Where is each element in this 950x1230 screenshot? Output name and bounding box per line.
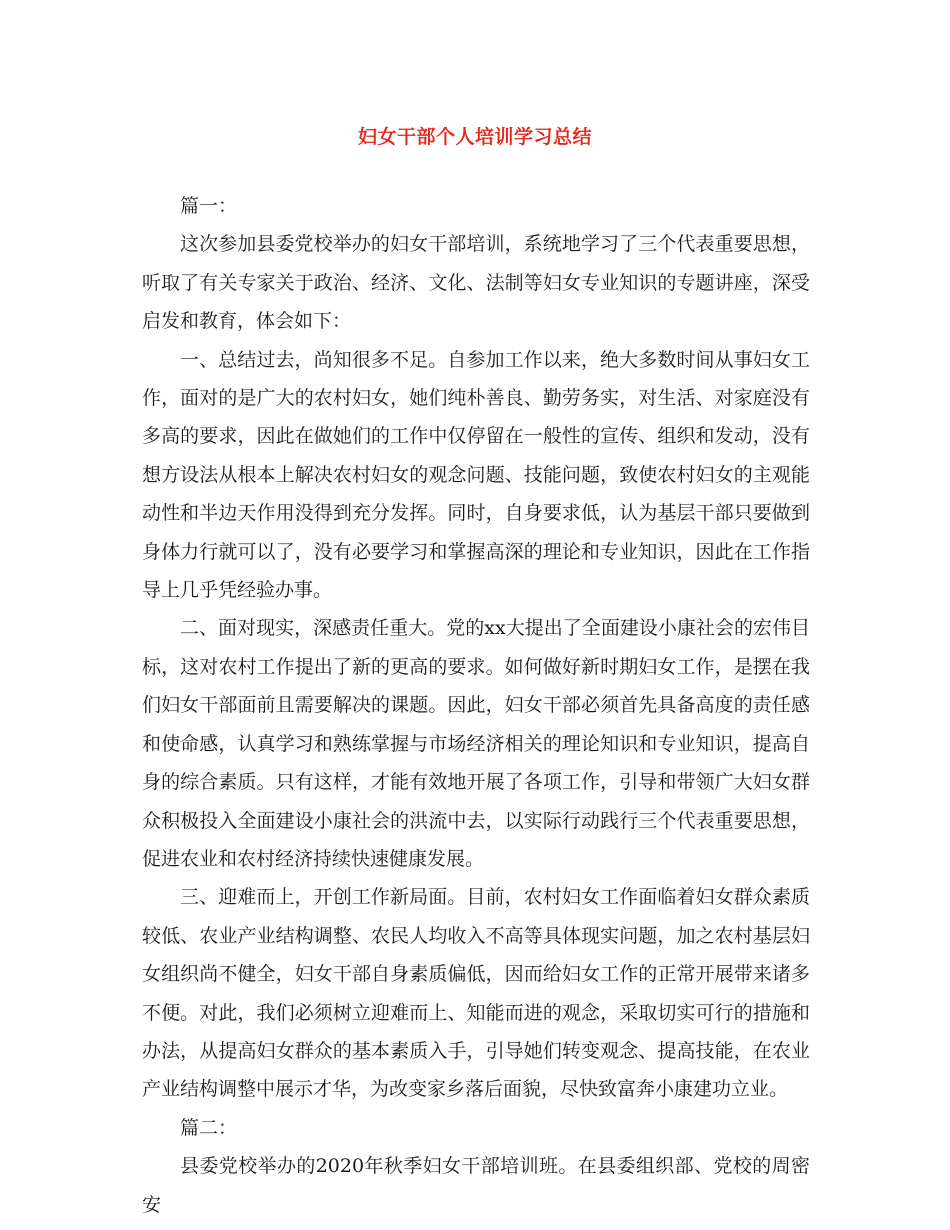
paragraph-point-three: 三、迎难而上，开创工作新局面。目前，农村妇女工作面临着妇女群众素质较低、农业产业结构调整、农民人均收入不高等具体现实问题，加之农村基层妇女组织尚不健全，妇女干部自身素质偏低，因而给妇女工作的正常开展带来诸多不便。对此，我们必须树立迎难而上、知能而进的观念，采取切实可行的措施和办法，从提高妇女群众的基本素质入手，引导她们转变观念、提高技能，在农业产业结构调整中展示才华，为改变家乡落后面貌，尽快致富奔小康建功立业。 <box>142 886 810 1101</box>
section-heading-part-one: 篇一： <box>180 195 238 217</box>
document-body <box>142 187 810 1224</box>
document-title: 妇女干部个人培训学习总结 <box>357 126 592 148</box>
section-heading-part-two: 篇二： <box>180 1116 238 1139</box>
paragraph-point-two: 二、面对现实，深感责任重大。党的xx大提出了全面建设小康社会的宏伟目标，这对农村工作提出了新的更高的要求。如何做好新时期妇女工作，是摆在我们妇女干部面前且需要解决的课题。因此，妇女干部必须首先具备高度的责任感和使命感，认真学习和熟练掌握与市场经济相关的理论知识和专业知识，提高自身的综合素质。只有这样，才能有效地开展了各项工作，引导和带领广大妇女群众积极投入全面建设小康社会的洪流中去，以实际行动践行三个代表重要思想，促进农业和农村经济持续快速健康发展。 <box>142 617 810 870</box>
paragraph-part-two-start: 县委党校举办的2020年秋季妇女干部培训班。在县委组织部、党校的周密安 <box>142 1155 810 1216</box>
paragraph-point-one: 一、总结过去，尚知很多不足。自参加工作以来，绝大多数时间从事妇女工作，面对的是广大的农村妇女，她们纯朴善良、勤劳务实，对生活、对家庭没有多高的要求，因此在做她们的工作中仅停留在一般性的宣传、组织和发动，没有想方设法从根本上解决农村妇女的观念问题、技能问题，致使农村妇女的主观能动性和半边天作用没得到充分发挥。同时，自身要求低，认为基层干部只要做到身体力行就可以了，没有必要学习和掌握高深的理论和专业知识，因此在工作指导上几乎凭经验办事。 <box>142 348 810 602</box>
paragraph-intro: 这次参加县委党校举办的妇女干部培训，系统地学习了三个代表重要思想，听取了有关专家关于政治、经济、文化、法制等妇女专业知识的专题讲座，深受启发和教育，体会如下： <box>142 233 810 333</box>
